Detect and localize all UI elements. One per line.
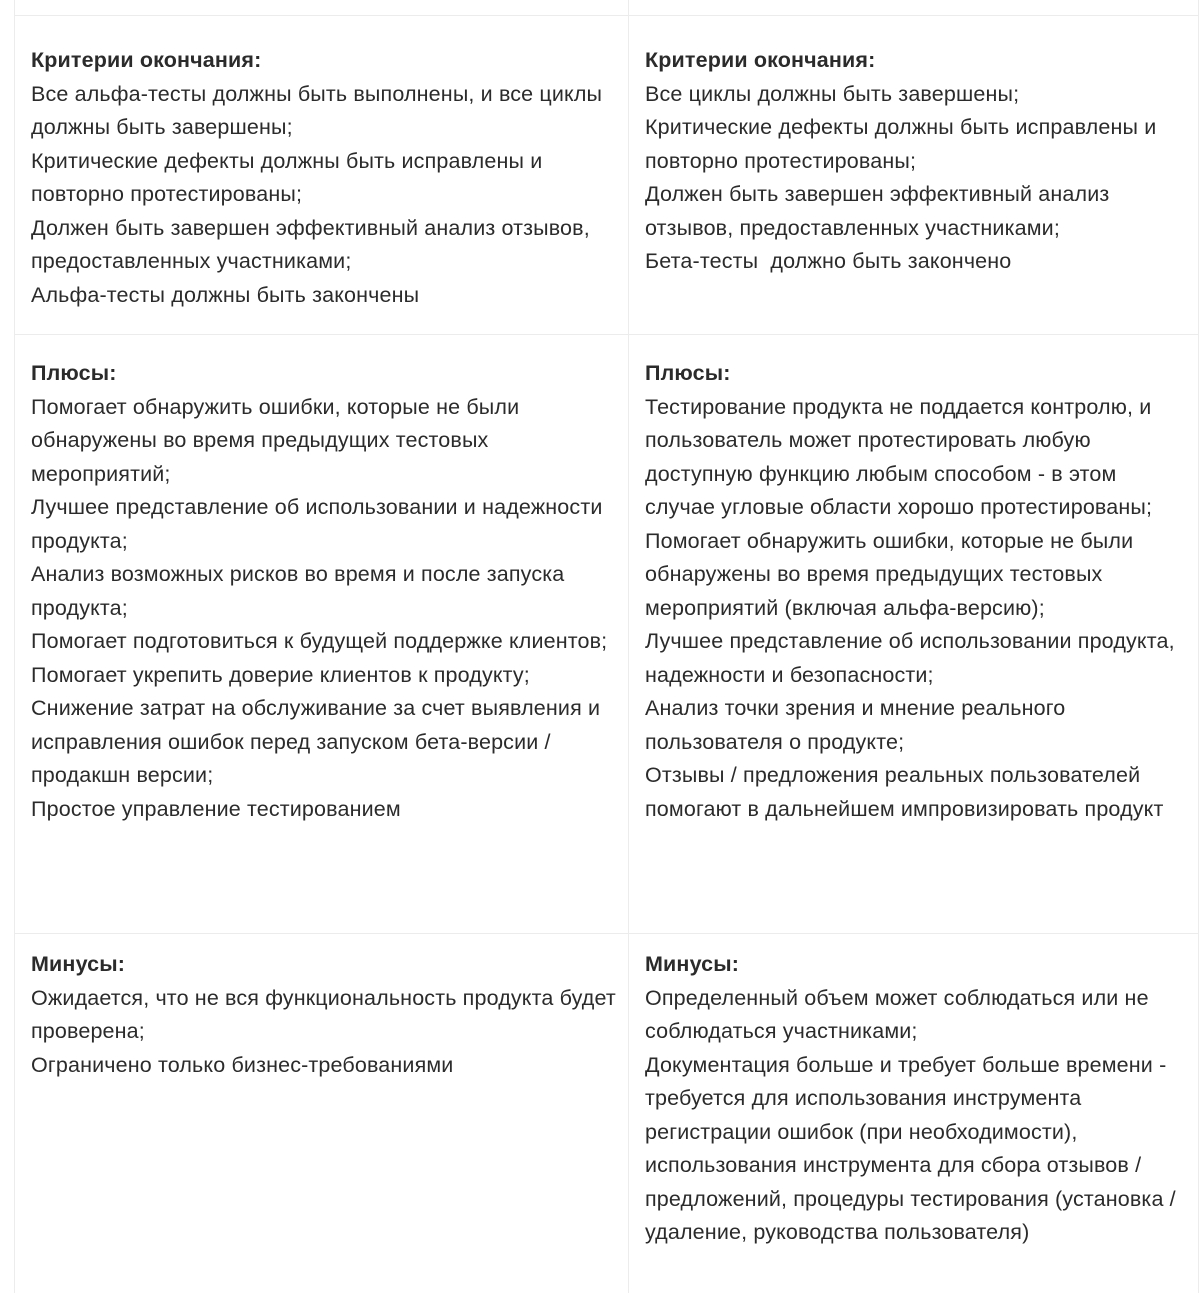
list-item: Помогает подготовиться к будущей поддержке клиентов; xyxy=(31,625,616,659)
beta-pros-cell xyxy=(629,335,1199,934)
table-row-top-fragment xyxy=(15,0,1199,16)
table-cell-empty-right xyxy=(629,0,1199,16)
list-item: Ожидается, что не вся функциональность продукта будет проверена; xyxy=(31,982,616,1049)
list-item: Критические дефекты должны быть исправлены и повторно протестированы; xyxy=(645,111,1186,178)
list-item: Все циклы должны быть завершены; xyxy=(645,78,1186,112)
table-row-cons xyxy=(15,934,1199,1293)
list-item: Тестирование продукта не поддается контролю, и пользователь может протестировать любую доступную функцию любым способом - в этом случае угловые области хорошо протестированы; xyxy=(645,391,1186,525)
list-item: Должен быть завершен эффективный анализ отзывов, предоставленных участниками; xyxy=(645,178,1186,245)
alpha-cons-cell xyxy=(15,934,629,1293)
cell-heading: Минусы: xyxy=(645,948,1186,982)
list-item: Определенный объем может соблюдаться или не соблюдаться участниками; xyxy=(645,982,1186,1049)
alpha-exit-criteria-cell xyxy=(15,16,629,335)
table-cell-empty-left xyxy=(15,0,629,16)
list-item: Должен быть завершен эффективный анализ отзывов, предоставленных участниками; xyxy=(31,212,616,279)
table-row-exit-criteria xyxy=(15,16,1199,335)
cell-heading: Критерии окончания: xyxy=(645,44,1186,78)
list-item: Все альфа-тесты должны быть выполнены, и все циклы должны быть завершены; xyxy=(31,78,616,145)
alpha-pros-cell xyxy=(15,335,629,934)
list-item: Помогает укрепить доверие клиентов к продукту; xyxy=(31,659,616,693)
list-item: Документация больше и требует больше времени - требуется для использования инструмента регистрации ошибок (при необходимости), использования инструмента для сбора отзывов / предложений, процедуры тестирования (установка / удаление, руководства пользователя) xyxy=(645,1049,1186,1250)
list-item: Отзывы / предложения реальных пользователей помогают в дальнейшем импровизировать продукт xyxy=(645,759,1186,826)
cell-heading: Плюсы: xyxy=(645,357,1186,391)
list-item: Помогает обнаружить ошибки, которые не были обнаружены во время предыдущих тестовых мероприятий (включая альфа-версию); xyxy=(645,525,1186,626)
list-item: Снижение затрат на обслуживание за счет выявления и исправления ошибок перед запуском бета-версии / продакшн версии; xyxy=(31,692,616,793)
list-item: Лучшее представление об использовании продукта, надежности и безопасности; xyxy=(645,625,1186,692)
beta-cons-cell xyxy=(629,934,1199,1293)
list-item: Критические дефекты должны быть исправлены и повторно протестированы; xyxy=(31,145,616,212)
list-item: Ограничено только бизнес-требованиями xyxy=(31,1049,616,1083)
list-item: Анализ точки зрения и мнение реального пользователя о продукте; xyxy=(645,692,1186,759)
list-item: Альфа-тесты должны быть закончены xyxy=(31,279,616,313)
cell-heading: Плюсы: xyxy=(31,357,616,391)
list-item: Помогает обнаружить ошибки, которые не были обнаружены во время предыдущих тестовых мероприятий; xyxy=(31,391,616,492)
list-item: Лучшее представление об использовании и надежности продукта; xyxy=(31,491,616,558)
comparison-table xyxy=(14,0,1199,1293)
cell-heading: Критерии окончания: xyxy=(31,44,616,78)
cell-heading: Минусы: xyxy=(31,948,616,982)
beta-exit-criteria-cell xyxy=(629,16,1199,335)
list-item: Бета-тесты должно быть закончено xyxy=(645,245,1186,279)
list-item: Анализ возможных рисков во время и после запуска продукта; xyxy=(31,558,616,625)
list-item: Простое управление тестированием xyxy=(31,793,616,827)
table-row-pros xyxy=(15,335,1199,934)
